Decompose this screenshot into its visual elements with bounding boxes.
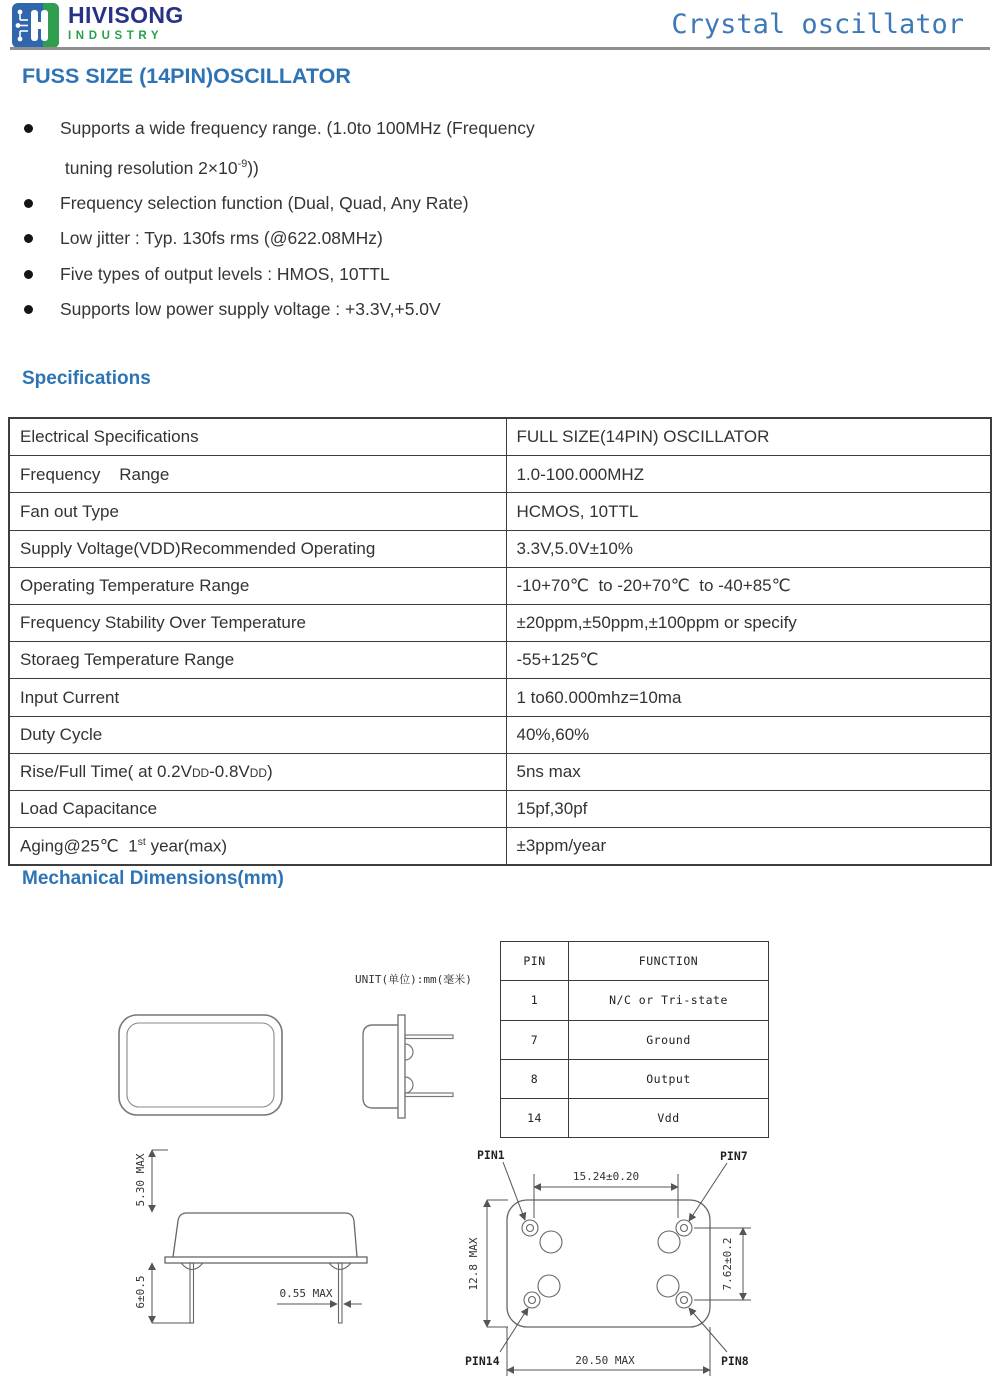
pin-table-row bbox=[501, 1099, 769, 1138]
spec-value: ±3ppm/year bbox=[506, 828, 991, 866]
bullet-icon bbox=[24, 234, 33, 243]
unit-note: UNIT(单位):mm(毫米) bbox=[355, 973, 472, 986]
feature-item bbox=[24, 186, 535, 222]
pin8-label: PIN8 bbox=[721, 1354, 749, 1368]
spec-row bbox=[9, 790, 991, 827]
spec-value: 40%,60% bbox=[506, 716, 991, 753]
feature-text: Low jitter : Typ. 130fs rms (@622.08MHz) bbox=[60, 228, 383, 249]
spec-label: Frequency Range bbox=[9, 456, 506, 493]
dim-height-max: 5.30 MAX bbox=[134, 1153, 147, 1207]
mechanical-heading: Mechanical Dimensions(mm) bbox=[22, 868, 284, 889]
feature-text: Frequency selection function (Dual, Quad, Any Rate) bbox=[60, 192, 469, 213]
pin-number: 8 bbox=[501, 1059, 569, 1098]
spec-label: Frequency Stability Over Temperature bbox=[9, 604, 506, 641]
spec-row bbox=[9, 493, 991, 530]
spec-label: Input Current bbox=[9, 679, 506, 716]
pin-function: N/C or Tri-state bbox=[569, 981, 769, 1020]
brand-subtitle: INDUSTRY bbox=[68, 30, 164, 43]
pin-col-header: PIN bbox=[501, 942, 569, 981]
document-title: Crystal oscillator bbox=[671, 9, 964, 40]
pin-number: 1 bbox=[501, 981, 569, 1020]
pin14-label: PIN14 bbox=[465, 1354, 500, 1368]
spec-label: Fan out Type bbox=[9, 493, 506, 530]
dim-lead-width: 0.55 MAX bbox=[279, 1287, 333, 1300]
feature-item bbox=[24, 257, 535, 293]
dim-body-length: 20.50 MAX bbox=[575, 1354, 635, 1367]
specifications-heading: Specifications bbox=[22, 368, 151, 389]
pin-function: Vdd bbox=[569, 1099, 769, 1138]
feature-text: Five types of output levels : HMOS, 10TTL bbox=[60, 263, 390, 284]
spec-value: FULL SIZE(14PIN) OSCILLATOR bbox=[506, 418, 991, 456]
spec-label: Duty Cycle bbox=[9, 716, 506, 753]
spec-label: Load Capacitance bbox=[9, 790, 506, 827]
spec-value: ±20ppm,±50ppm,±100ppm or specify bbox=[506, 604, 991, 641]
spec-row bbox=[9, 828, 991, 866]
pin-table-row bbox=[501, 1059, 769, 1098]
feature-item bbox=[24, 111, 535, 186]
dim-pin-pitch-long: 15.24±0.20 bbox=[572, 1170, 640, 1183]
bullet-icon bbox=[24, 124, 33, 133]
dim-pin-pitch-short: 7.62±0.2 bbox=[721, 1237, 734, 1291]
spec-value: -55+125℃ bbox=[506, 642, 991, 679]
feature-list bbox=[24, 111, 535, 328]
spec-label: Aging@25℃ 1st year(max) bbox=[9, 828, 506, 866]
feature-item bbox=[24, 292, 535, 328]
pin-function: Ground bbox=[569, 1020, 769, 1059]
spec-row bbox=[9, 456, 991, 493]
bottom-view-drawing bbox=[455, 1142, 785, 1393]
spec-row bbox=[9, 530, 991, 567]
pin-number: 7 bbox=[501, 1020, 569, 1059]
function-col-header: FUNCTION bbox=[569, 942, 769, 981]
pin-number: 14 bbox=[501, 1099, 569, 1138]
spec-row bbox=[9, 679, 991, 716]
pin-table-body bbox=[501, 981, 769, 1138]
side-view-drawing bbox=[350, 1005, 470, 1125]
pin1-label: PIN1 bbox=[477, 1148, 505, 1162]
pin-function: Output bbox=[569, 1059, 769, 1098]
spec-row bbox=[9, 642, 991, 679]
spec-value: 1.0-100.000MHZ bbox=[506, 456, 991, 493]
spec-row bbox=[9, 604, 991, 641]
spec-value: 15pf,30pf bbox=[506, 790, 991, 827]
spec-label: Operating Temperature Range bbox=[9, 567, 506, 604]
spec-value: 1 to60.000mhz=10ma bbox=[506, 679, 991, 716]
spec-value: -10+70℃ to -20+70℃ to -40+85℃ bbox=[506, 567, 991, 604]
brand-name: HIVISONG bbox=[68, 2, 184, 28]
pin-table-header bbox=[501, 942, 769, 981]
bullet-icon bbox=[24, 270, 33, 279]
spec-row bbox=[9, 716, 991, 753]
pin-table-row bbox=[501, 981, 769, 1020]
header-divider bbox=[10, 47, 990, 50]
spec-row bbox=[9, 418, 991, 456]
spec-table bbox=[8, 417, 992, 866]
spec-row bbox=[9, 753, 991, 790]
page-title: FUSS SIZE (14PIN)OSCILLATOR bbox=[22, 64, 351, 88]
pin-table-row bbox=[501, 1020, 769, 1059]
dim-body-width: 12.8 MAX bbox=[467, 1237, 480, 1291]
bullet-icon bbox=[24, 199, 33, 208]
pin7-label: PIN7 bbox=[720, 1149, 748, 1163]
profile-dimension-drawing bbox=[120, 1140, 400, 1340]
brand-text bbox=[68, 3, 184, 42]
spec-table-body bbox=[9, 418, 991, 865]
feature-text: Supports a wide frequency range. (1.0to 100MHz (Frequency tuning resolution $2\times 10^{-9}$)) bbox=[60, 118, 535, 178]
bullet-icon bbox=[24, 305, 33, 314]
spec-label: Storaeg Temperature Range bbox=[9, 642, 506, 679]
dim-pin-length: 6±0.5 bbox=[134, 1275, 147, 1309]
spec-label: Electrical Specifications bbox=[9, 418, 506, 456]
pin-function-table bbox=[500, 941, 769, 1138]
spec-row bbox=[9, 567, 991, 604]
top-view-drawing bbox=[115, 1010, 290, 1122]
feature-text: Supports low power supply voltage : +3.3V,+5.0V bbox=[60, 299, 441, 320]
brand-block bbox=[12, 3, 184, 48]
spec-value: HCMOS, 10TTL bbox=[506, 493, 991, 530]
spec-value: 5ns max bbox=[506, 753, 991, 790]
spec-label: Rise/Full Time( at 0.2VDD-0.8VDD) bbox=[9, 753, 506, 790]
spec-value: 3.3V,5.0V±10% bbox=[506, 530, 991, 567]
spec-label: Supply Voltage(VDD)Recommended Operating bbox=[9, 530, 506, 567]
hivisong-logo-icon bbox=[12, 3, 59, 48]
feature-item bbox=[24, 221, 535, 257]
